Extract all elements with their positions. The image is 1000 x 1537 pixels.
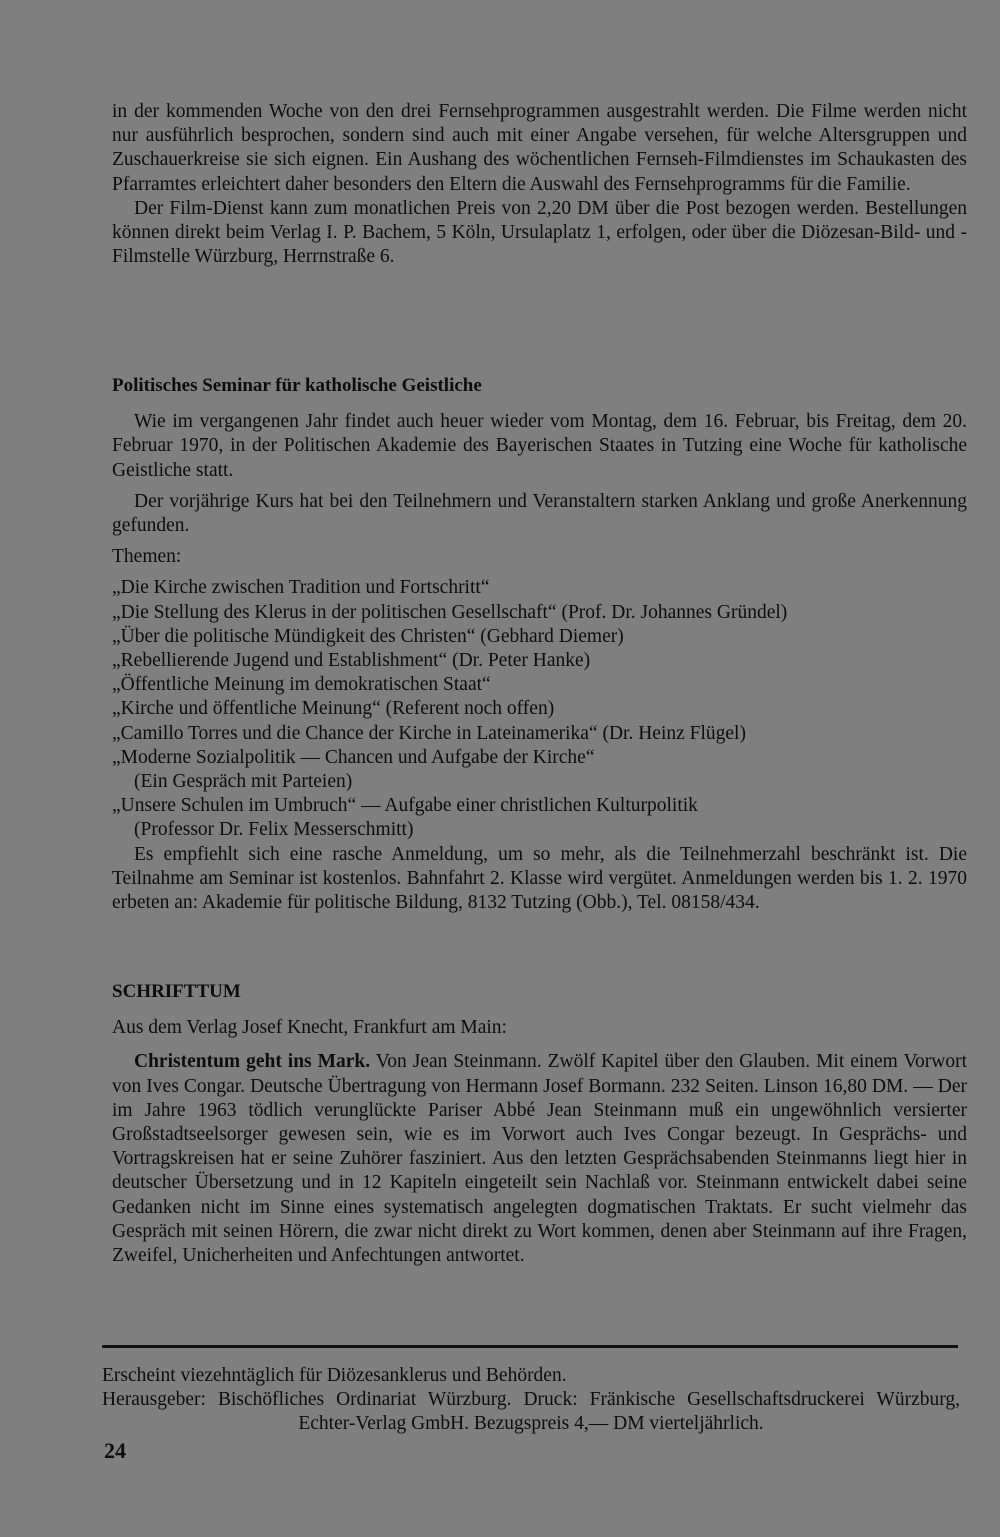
footer-line-2: Herausgeber: Bischöfliches Ordinariat Würzburg. Druck: Fränkische Gesellschaftsdruckerei Würzburg, Echter-Verlag GmbH. Bezugspreis 4,— DM vierteljährlich. <box>102 1389 960 1435</box>
theme-item: „Moderne Sozialpolitik — Chancen und Aufgabe der Kirche“ <box>112 746 595 768</box>
footer <box>102 1364 960 1437</box>
book-review <box>112 1050 967 1268</box>
theme-item: „Die Stellung des Klerus in der politischen Gesellschaft“ (Prof. Dr. Johannes Gründel) <box>112 601 788 623</box>
seminar-section <box>112 374 967 915</box>
seminar-heading: Politisches Seminar für katholische Geistliche <box>112 375 482 396</box>
paragraph-film-dienst-intro: in der kommenden Woche von den drei Fernsehprogrammen ausgestrahlt werden. Die Filme werden nicht nur ausführlich besprochen, sondern sind auch mit einer Angabe versehen, für welche Altersgruppen und Zuschauerkreise sie sich eignen. Ein Aushang des wöchentlichen Fernseh-Filmdienstes im Schaukasten des Pfarramtes erleichtert daher besonders den Eltern die Auswahl des Fernsehprogramms für die Familie. <box>112 101 967 195</box>
book-title: Christentum geht ins Mark. <box>134 1051 371 1073</box>
themen-label: Themen: <box>112 546 182 568</box>
theme-item-subline: (Professor Dr. Felix Messerschmitt) <box>134 819 414 841</box>
theme-item: „Rebellierende Jugend und Establishment“ (Dr. Peter Hanke) <box>112 650 591 672</box>
book-review-text: Von Jean Steinmann. Zwölf Kapitel über den Glauben. Mit einem Vorwort von Ives Congar. Deutsche Übertragung von Hermann Josef Bormann. 232 Seiten. Linson 16,80 DM. — Der im Jahre 1963 tödlich verunglückte Pariser Abbé Jean Steinmann muß ein ungewöhnlich versierter Großstadtseelsorger gewesen sein, wie es im Vorwort auch Ives Congar bezeugt. In Gesprächs- und Vortragskreisen hat er seine Zuhörer fasziniert. Aus den letzten Gesprächsabenden Steinmanns liegt hier in deutscher Übersetzung und in 12 Kapiteln eingeteilt sein Nachlaß vor. Steinmann entwickelt dabei seine Gedanken nicht im Sinne eines systematisch angelegten dogmatischen Traktats. Er sucht vielmehr das Gespräch mit seinen Hörern, die zwar nicht direkt zu Wort kommen, denen aber Steinmann auf ihre Fragen, Zweifel, Unicherheiten und Anfechtungen antwortet. <box>112 1051 967 1267</box>
page-number: 24 <box>104 1438 126 1463</box>
seminar-paragraph-2: Der vorjährige Kurs hat bei den Teilnehmern und Veranstaltern starken Anklang und große Anerkennung gefunden. <box>112 490 967 537</box>
seminar-paragraph-1: Wie im vergangenen Jahr findet auch heuer wieder vom Montag, dem 16. Februar, bis Freitag, dem 20. Februar 1970, in der Politischen Akademie des Bayerischen Staates in Tutzing eine Woche für katholische Geistliche statt. <box>112 411 967 481</box>
publisher-line: Aus dem Verlag Josef Knecht, Frankfurt am Main: <box>112 1017 507 1039</box>
theme-item: „Kirche und öffentliche Meinung“ (Referent noch offen) <box>112 698 555 720</box>
paragraph-film-dienst-order: Der Film-Dienst kann zum monatlichen Preis von 2,20 DM über die Post bezogen werden. Bestellungen können direkt beim Verlag I. P. Bachem, 5 Köln, Ursulaplatz 1, erfolgen, oder über die Diözesan-Bild- und -Filmstelle Würzburg, Herrnstraße 6. <box>112 197 967 268</box>
theme-item: „Unsere Schulen im Umbruch“ — Aufgabe einer christlichen Kulturpolitik <box>112 795 698 817</box>
theme-item: „Camillo Torres und die Chance der Kirche in Lateinamerika“ (Dr. Heinz Flügel) <box>112 722 746 744</box>
theme-item-subline: (Ein Gespräch mit Parteien) <box>134 771 353 793</box>
schrifttum-heading: SCHRIFTTUM <box>112 981 241 1002</box>
theme-item: „Öffentliche Meinung im demokratischen Staat“ <box>112 674 491 696</box>
schrifttum-section <box>112 980 967 1268</box>
seminar-paragraph-3: Es empfiehlt sich eine rasche Anmeldung, um so mehr, als die Teilnehmerzahl beschränkt ist. Die Teilnahme am Seminar ist kostenlos. Bahnfahrt 2. Klasse wird vergütet. Anmeldungen werden bis 1. 2. 1970 erbeten an: Akademie für politische Bildung, 8132 Tutzing (Obb.), Tel. 08158/434. <box>112 843 967 914</box>
theme-item: „Über die politische Mündigkeit des Christen“ (Gebhard Diemer) <box>112 625 624 647</box>
footer-divider <box>102 1345 958 1348</box>
theme-item: „Die Kirche zwischen Tradition und Fortschritt“ <box>112 577 490 599</box>
footer-line-1: Erscheint viezehntäglich für Diözesanklerus und Behörden. <box>102 1365 567 1386</box>
body-text-top <box>112 100 967 269</box>
